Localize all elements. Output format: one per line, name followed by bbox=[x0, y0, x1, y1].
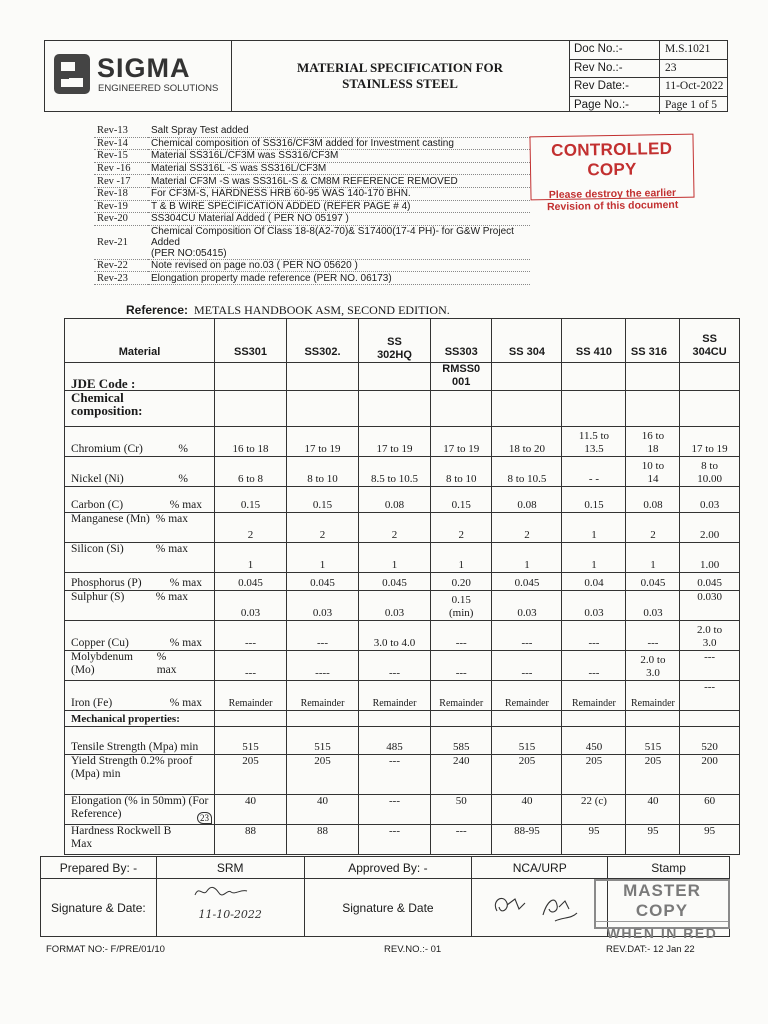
table-cell: 40 bbox=[215, 795, 287, 825]
table-cell: 22 (c) bbox=[562, 795, 626, 825]
property-unit: % max bbox=[169, 637, 202, 649]
property-unit: % max bbox=[155, 543, 188, 555]
meta-row bbox=[569, 60, 727, 79]
mech-section-row bbox=[65, 711, 740, 727]
table-cell: 450 bbox=[562, 727, 626, 755]
revision-number: Rev -16 bbox=[94, 162, 148, 175]
table-cell: 0.045 bbox=[359, 573, 431, 591]
property-name: Sulphur (S) bbox=[71, 591, 125, 603]
table-cell: --- bbox=[562, 621, 626, 651]
revision-number: Rev -17 bbox=[94, 175, 148, 188]
meta-row bbox=[569, 78, 727, 97]
title-line-2: STAINLESS STEEL bbox=[342, 76, 458, 91]
property-label bbox=[65, 681, 215, 711]
property-name: Yield Strength 0.2% proof (Mpa) min bbox=[65, 755, 215, 795]
master-stamp-line: WHEN IN RED bbox=[606, 925, 718, 941]
table-cell: 50 bbox=[431, 795, 492, 825]
property-label bbox=[65, 427, 215, 457]
table-cell: --- bbox=[359, 651, 431, 681]
property-name: Silicon (Si) bbox=[71, 543, 124, 555]
table-cell: --- bbox=[492, 651, 562, 681]
revision-description-line: (PER NO:05415) bbox=[151, 247, 227, 259]
table-row bbox=[65, 487, 740, 513]
table-cell: 1 bbox=[359, 543, 431, 573]
revision-description: Elongation property made reference (PER NO. 06173) bbox=[148, 272, 530, 285]
jde-value bbox=[562, 363, 626, 391]
table-cell: --- bbox=[626, 621, 680, 651]
table-cell: 40 bbox=[626, 795, 680, 825]
chem-section-row bbox=[65, 391, 740, 427]
table-cell: 95 bbox=[680, 825, 739, 855]
table-cell: 1 bbox=[626, 543, 680, 573]
revision-number: Rev-18 bbox=[94, 187, 148, 200]
meta-value: Page 1 of 5 bbox=[665, 98, 718, 111]
property-name: Iron (Fe) bbox=[71, 697, 113, 709]
table-cell: 1 bbox=[431, 543, 492, 573]
revision-row bbox=[94, 259, 530, 272]
table-cell: 205 bbox=[626, 755, 680, 795]
table-cell: 0.03 bbox=[680, 487, 739, 513]
table-row bbox=[65, 573, 740, 591]
table-cell: 0.03 bbox=[215, 591, 287, 621]
table-row bbox=[65, 621, 740, 651]
meta-key: Page No.:- bbox=[569, 97, 660, 115]
property-label bbox=[65, 621, 215, 651]
revision-description: Material CF3M -S was SS316L-S & CM8M REFERENCE REMOVED bbox=[148, 175, 530, 188]
table-cell: 88 bbox=[215, 825, 287, 855]
table-row bbox=[65, 543, 740, 573]
table-cell: Remainder bbox=[359, 681, 431, 711]
jde-label: JDE Code : bbox=[65, 363, 215, 391]
table-cell: 40 bbox=[287, 795, 359, 825]
revision-description: SS304CU Material Added ( PER NO 05197 ) bbox=[148, 213, 530, 226]
table-cell: 0.20 bbox=[431, 573, 492, 591]
table-cell: 2 bbox=[215, 513, 287, 543]
stamp-label: Stamp bbox=[608, 857, 730, 879]
property-label bbox=[65, 513, 215, 543]
table-cell: 2 bbox=[287, 513, 359, 543]
table-cell: Remainder bbox=[431, 681, 492, 711]
company-logo bbox=[45, 41, 232, 111]
table-row bbox=[65, 651, 740, 681]
prepared-by-label: Prepared By: - bbox=[41, 857, 157, 879]
jde-value bbox=[215, 363, 287, 391]
property-unit: % max bbox=[155, 591, 188, 603]
table-cell: 0.045 bbox=[492, 573, 562, 591]
revision-row bbox=[94, 125, 530, 137]
column-header: SS 410 bbox=[562, 319, 626, 363]
property-label bbox=[65, 457, 215, 487]
table-row bbox=[65, 427, 740, 457]
table-row bbox=[65, 457, 740, 487]
title-line-1: MATERIAL SPECIFICATION FOR bbox=[296, 60, 504, 75]
jde-row bbox=[65, 363, 740, 391]
table-cell: 205 bbox=[562, 755, 626, 795]
material-header: Material bbox=[65, 319, 215, 363]
property-label bbox=[65, 591, 215, 621]
master-stamp-line: MASTER COPY bbox=[596, 881, 728, 922]
revision-description: Salt Spray Test added bbox=[148, 125, 530, 137]
table-cell: 0.045 bbox=[287, 573, 359, 591]
controlled-copy-stamp bbox=[529, 134, 694, 214]
table-cell: 240 bbox=[431, 755, 492, 795]
approval-header-row bbox=[41, 857, 730, 879]
table-cell: --- bbox=[680, 681, 739, 711]
meta-value: 11-Oct-2022 bbox=[665, 80, 724, 92]
table-cell: 0.08 bbox=[492, 487, 562, 513]
revision-row bbox=[94, 137, 530, 150]
revision-history bbox=[94, 125, 530, 285]
table-cell: 2 bbox=[626, 513, 680, 543]
table-cell: 2.0 to 3.0 bbox=[626, 651, 680, 681]
table-cell: 8 to 10.00 bbox=[680, 457, 739, 487]
property-name: Carbon (C) bbox=[71, 499, 124, 511]
table-row bbox=[65, 681, 740, 711]
property-label bbox=[65, 651, 215, 681]
prepared-signature-cell bbox=[156, 879, 304, 937]
mech-section-label: Mechanical properties: bbox=[65, 711, 215, 727]
revision-description: For CF3M-S, HARDNESS HRB 60-95 WAS 140-170 BHN. bbox=[148, 187, 530, 200]
prepared-signature-icon bbox=[191, 883, 251, 901]
table-cell: 515 bbox=[626, 727, 680, 755]
table-cell: 8 to 10 bbox=[431, 457, 492, 487]
table-cell: 1 bbox=[215, 543, 287, 573]
table-cell: 3.0 to 4.0 bbox=[359, 621, 431, 651]
revision-description: Material SS316L/CF3M was SS316/CF3M bbox=[148, 150, 530, 163]
master-copy-stamp bbox=[594, 879, 730, 941]
table-cell: 0.15 (min) bbox=[431, 591, 492, 621]
table-cell: 17 to 19 bbox=[680, 427, 739, 457]
table-cell: 16 to 18 bbox=[215, 427, 287, 457]
reference-label: Reference: bbox=[126, 303, 189, 317]
table-cell: 585 bbox=[431, 727, 492, 755]
revision-row bbox=[94, 187, 530, 200]
document-header bbox=[44, 40, 728, 112]
table-cell: 0.03 bbox=[562, 591, 626, 621]
revision-row bbox=[94, 175, 530, 188]
table-cell: 11.5 to 13.5 bbox=[562, 427, 626, 457]
table-row bbox=[65, 825, 740, 855]
table-cell: --- bbox=[431, 651, 492, 681]
table-cell: 0.15 bbox=[562, 487, 626, 513]
prepared-by-value: SRM bbox=[156, 857, 304, 879]
table-cell: Remainder bbox=[626, 681, 680, 711]
revision-description: T & B WIRE SPECIFICATION ADDED (REFER PAGE # 4) bbox=[148, 200, 530, 213]
meta-row bbox=[569, 41, 727, 60]
jde-value bbox=[492, 363, 562, 391]
approval-signature-cell bbox=[472, 879, 608, 937]
stamp-title: CONTROLLED COPY bbox=[551, 138, 673, 180]
reference-line bbox=[126, 303, 450, 318]
table-cell: 10 to 14 bbox=[626, 457, 680, 487]
reference-text: METALS HANDBOOK ASM, SECOND EDITION. bbox=[194, 303, 450, 317]
property-name: Tensile Strength (Mpa) min bbox=[65, 727, 215, 755]
brand-subtitle: ENGINEERED SOLUTIONS bbox=[98, 83, 219, 94]
table-cell: - - bbox=[562, 457, 626, 487]
property-name: Nickel (Ni) bbox=[71, 473, 124, 485]
approval-signature-label: Signature & Date bbox=[304, 879, 472, 937]
table-row bbox=[65, 795, 740, 825]
revision-row bbox=[94, 225, 530, 259]
table-cell: --- bbox=[431, 825, 492, 855]
property-name: Manganese (Mn) bbox=[71, 513, 150, 525]
prepared-signature-date: 11-10-2022 bbox=[198, 908, 262, 921]
table-cell: 16 to 18 bbox=[626, 427, 680, 457]
column-header: SS 304 bbox=[492, 319, 562, 363]
revision-row bbox=[94, 272, 530, 285]
jde-value: RMSS0 001 bbox=[431, 363, 492, 391]
table-cell: 8 to 10.5 bbox=[492, 457, 562, 487]
table-cell: ---- bbox=[287, 651, 359, 681]
property-name: Hardness Rockwell B Max bbox=[65, 825, 215, 855]
table-cell: Remainder bbox=[562, 681, 626, 711]
property-name: Elongation (% in 50mm) (For Reference) bbox=[71, 795, 209, 820]
column-header: SS 302HQ bbox=[359, 319, 431, 363]
table-cell: 17 to 19 bbox=[431, 427, 492, 457]
table-cell: --- bbox=[359, 755, 431, 795]
table-cell: 0.15 bbox=[431, 487, 492, 513]
table-cell: 0.03 bbox=[626, 591, 680, 621]
revision-number: Rev-22 bbox=[94, 259, 148, 272]
table-cell: 0.030 bbox=[680, 591, 739, 621]
property-label bbox=[65, 487, 215, 513]
table-cell: 2 bbox=[359, 513, 431, 543]
table-cell: --- bbox=[359, 795, 431, 825]
property-name: Molybdenum (Mo) bbox=[71, 651, 133, 676]
table-cell: 60 bbox=[680, 795, 739, 825]
table-cell: --- bbox=[562, 651, 626, 681]
table-cell: 515 bbox=[287, 727, 359, 755]
chem-section-label: Chemical composition: bbox=[65, 391, 215, 427]
table-cell: 8.5 to 10.5 bbox=[359, 457, 431, 487]
revision-description-line: Chemical Composition Of Class 18-8(A2-70)& S17400(17-4 PH)- for G&W Project Added bbox=[151, 225, 514, 248]
revision-number: Rev-19 bbox=[94, 200, 148, 213]
meta-key: Rev No.:- bbox=[569, 60, 660, 78]
meta-row bbox=[569, 97, 727, 115]
brand-name: SIGMA bbox=[97, 53, 191, 83]
property-name: Copper (Cu) bbox=[71, 637, 129, 649]
document-meta bbox=[569, 41, 727, 114]
table-cell: --- bbox=[215, 621, 287, 651]
table-cell: --- bbox=[359, 825, 431, 855]
table-cell: 0.045 bbox=[680, 573, 739, 591]
jde-value bbox=[680, 363, 739, 391]
revision-row bbox=[94, 213, 530, 226]
spec-table bbox=[64, 318, 740, 855]
table-cell: 205 bbox=[492, 755, 562, 795]
revision-marker: 23 bbox=[197, 812, 212, 824]
table-row bbox=[65, 755, 740, 795]
table-cell: 520 bbox=[680, 727, 739, 755]
approved-by-value: NCA/URP bbox=[472, 857, 608, 879]
column-header: SS302. bbox=[287, 319, 359, 363]
table-cell: 8 to 10 bbox=[287, 457, 359, 487]
property-unit: % max bbox=[155, 513, 188, 525]
table-cell: 485 bbox=[359, 727, 431, 755]
table-cell: 0.03 bbox=[287, 591, 359, 621]
column-header: SS 316 bbox=[626, 319, 680, 363]
property-label bbox=[65, 543, 215, 573]
meta-value: M.S.1021 bbox=[665, 43, 711, 55]
table-cell: 1 bbox=[562, 543, 626, 573]
jde-value bbox=[626, 363, 680, 391]
property-label bbox=[65, 795, 215, 825]
revision-row bbox=[94, 150, 530, 163]
column-header: SS301 bbox=[215, 319, 287, 363]
revision-description: Material SS316L -S was SS316L/CF3M bbox=[148, 162, 530, 175]
property-unit: % bbox=[178, 473, 188, 485]
revision-row bbox=[94, 162, 530, 175]
revision-number: Rev-21 bbox=[94, 225, 148, 259]
column-header: SS 304CU bbox=[680, 319, 739, 363]
table-cell: 40 bbox=[492, 795, 562, 825]
footer-rev-number: REV.NO.:- 01 bbox=[384, 944, 442, 955]
table-cell: 18 to 20 bbox=[492, 427, 562, 457]
table-cell: 0.08 bbox=[626, 487, 680, 513]
table-row bbox=[65, 727, 740, 755]
table-row bbox=[65, 591, 740, 621]
table-cell: 17 to 19 bbox=[359, 427, 431, 457]
meta-key: Rev Date:- bbox=[569, 78, 660, 96]
table-cell: --- bbox=[680, 651, 739, 681]
revision-description bbox=[148, 225, 530, 259]
table-cell: 2.0 to 3.0 bbox=[680, 621, 739, 651]
table-cell: 0.08 bbox=[359, 487, 431, 513]
revision-description: Chemical composition of SS316/CF3M added for Investment casting bbox=[148, 137, 530, 150]
table-row bbox=[65, 513, 740, 543]
table-cell: 1.00 bbox=[680, 543, 739, 573]
table-cell: 88-95 bbox=[492, 825, 562, 855]
table-cell: 0.045 bbox=[626, 573, 680, 591]
table-cell: 2 bbox=[492, 513, 562, 543]
table-cell: 0.045 bbox=[215, 573, 287, 591]
table-cell: 0.15 bbox=[215, 487, 287, 513]
table-cell: Remainder bbox=[287, 681, 359, 711]
property-unit: % max bbox=[169, 697, 202, 709]
table-cell: 17 to 19 bbox=[287, 427, 359, 457]
jde-value bbox=[359, 363, 431, 391]
table-cell: 205 bbox=[215, 755, 287, 795]
revision-number: Rev-13 bbox=[94, 125, 148, 137]
property-unit: % bbox=[178, 443, 188, 455]
footer-rev-date: REV.DAT:- 12 Jan 22 bbox=[606, 944, 695, 955]
meta-key: Doc No.:- bbox=[569, 41, 660, 59]
stamp-line: Please destroy the earlier bbox=[548, 186, 677, 202]
table-cell: 0.04 bbox=[562, 573, 626, 591]
jde-value bbox=[287, 363, 359, 391]
table-cell: 515 bbox=[492, 727, 562, 755]
table-cell: 1 bbox=[562, 513, 626, 543]
document-title bbox=[231, 41, 570, 111]
column-header-row bbox=[65, 319, 740, 363]
table-cell: 515 bbox=[215, 727, 287, 755]
property-name: Chromium (Cr) bbox=[71, 443, 143, 455]
property-unit: % max bbox=[156, 651, 177, 676]
property-name: Phosphorus (P) bbox=[71, 577, 142, 589]
meta-value: 23 bbox=[665, 61, 677, 74]
table-cell: 88 bbox=[287, 825, 359, 855]
table-cell: 205 bbox=[287, 755, 359, 795]
table-cell: 1 bbox=[287, 543, 359, 573]
table-cell: 2 bbox=[431, 513, 492, 543]
property-unit: % max bbox=[169, 499, 202, 511]
table-cell: 0.03 bbox=[359, 591, 431, 621]
revision-number: Rev-15 bbox=[94, 150, 148, 163]
table-cell: 2.00 bbox=[680, 513, 739, 543]
property-label bbox=[65, 573, 215, 591]
table-cell: 6 to 8 bbox=[215, 457, 287, 487]
table-cell: 0.03 bbox=[492, 591, 562, 621]
table-cell: 95 bbox=[626, 825, 680, 855]
signature-date-label: Signature & Date: bbox=[41, 879, 157, 937]
table-cell: --- bbox=[492, 621, 562, 651]
column-header: SS303 bbox=[431, 319, 492, 363]
table-cell: Remainder bbox=[215, 681, 287, 711]
table-cell: 1 bbox=[492, 543, 562, 573]
stamp-line: Revision of this document bbox=[546, 198, 679, 214]
revision-number: Rev-14 bbox=[94, 137, 148, 150]
revision-row bbox=[94, 200, 530, 213]
format-number: FORMAT NO:- F/PRE/01/10 bbox=[46, 944, 165, 955]
table-cell: 0.15 bbox=[287, 487, 359, 513]
table-cell: 95 bbox=[562, 825, 626, 855]
table-cell: --- bbox=[431, 621, 492, 651]
approval-signature-icon bbox=[485, 881, 595, 931]
table-cell: --- bbox=[287, 621, 359, 651]
revision-description: Note revised on page no.03 ( PER NO 05620 ) bbox=[148, 259, 530, 272]
revision-number: Rev-23 bbox=[94, 272, 148, 285]
table-cell: Remainder bbox=[492, 681, 562, 711]
property-unit: % max bbox=[169, 577, 202, 589]
table-cell: --- bbox=[215, 651, 287, 681]
revision-number: Rev-20 bbox=[94, 213, 148, 226]
table-cell: 200 bbox=[680, 755, 739, 795]
approved-by-label: Approved By: - bbox=[304, 857, 472, 879]
